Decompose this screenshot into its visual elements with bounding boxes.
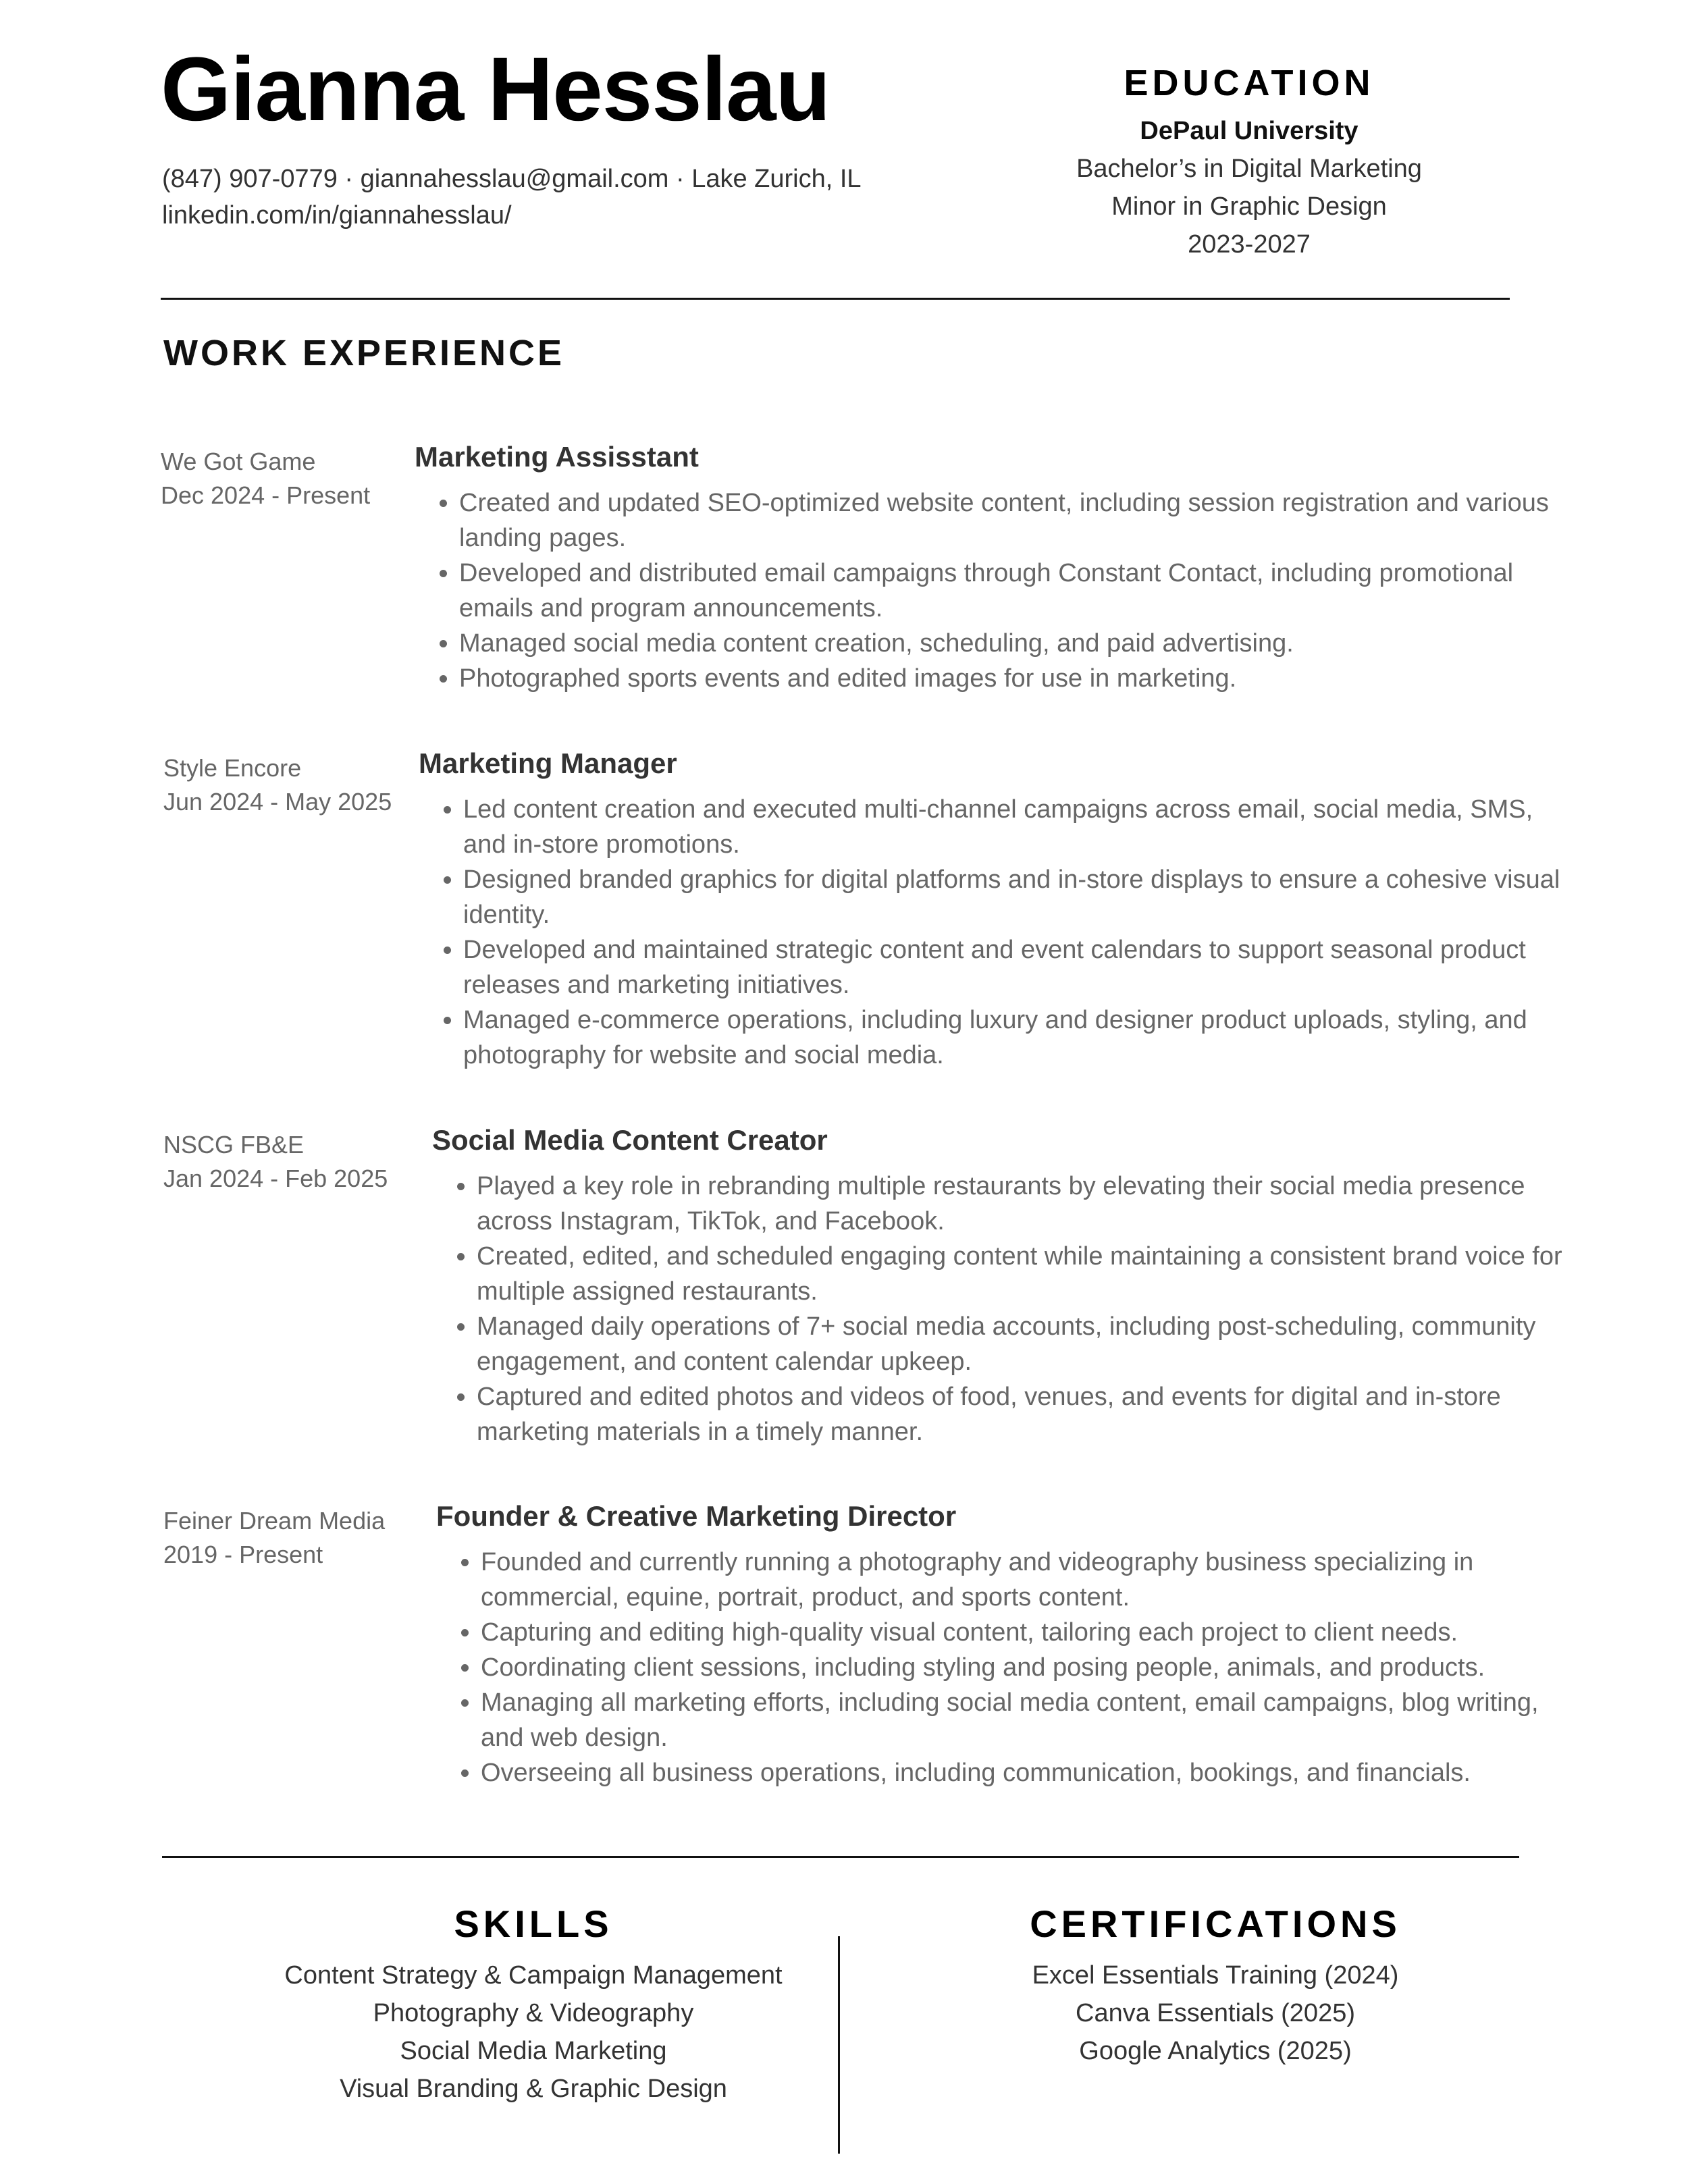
certification-item: Google Analytics (2025)	[1079, 2037, 1352, 2065]
job-bullets	[432, 1169, 1584, 1449]
job-bullet: • Managed social media content creation, scheduling, and paid advertising.	[459, 626, 1573, 661]
work-experience-heading: WORK EXPERIENCE	[163, 333, 565, 373]
contact-info	[162, 161, 862, 234]
contact-line: (847) 907-0779 · giannahesslau@gmail.com · Lake Zurich, IL	[162, 165, 862, 193]
skill-item: Social Media Marketing	[400, 2037, 667, 2065]
job-bullet: • Photographed sports events and edited images for use in marketing.	[459, 661, 1573, 696]
job-bullet: • Created, edited, and scheduled engaging content while maintaining a consistent brand voice for multiple assigned restaurants.	[477, 1239, 1584, 1309]
education-years: 2023-2027	[1188, 230, 1311, 259]
job-bullet: • Developed and distributed email campaigns through Constant Contact, including promotional emails and program announcements.	[459, 556, 1573, 626]
education-minor: Minor in Graphic Design	[1111, 192, 1387, 221]
job-bullet: • Managing all marketing efforts, including social media content, email campaigns, blog writing, and web design.	[481, 1685, 1588, 1755]
job-bullet: • Managed e-commerce operations, including luxury and designer product uploads, styling, and photography for website and social media.	[463, 1003, 1577, 1073]
job-company: We Got Game	[161, 448, 316, 475]
skills-heading: SKILLS	[454, 1902, 613, 1945]
job-title: Marketing Manager	[419, 747, 677, 779]
job-bullets	[419, 792, 1577, 1073]
job-dates: 2019 - Present	[163, 1541, 323, 1568]
skill-item: Content Strategy & Campaign Management	[284, 1961, 783, 1990]
job-dates: Jan 2024 - Feb 2025	[163, 1165, 388, 1192]
certifications-heading: CERTIFICATIONS	[1030, 1902, 1401, 1945]
job-meta	[163, 751, 392, 819]
header-divider	[161, 298, 1510, 300]
column-divider	[838, 1936, 840, 2154]
job-bullet: • Overseeing all business operations, including communication, bookings, and financials.	[481, 1755, 1588, 1790]
job-bullets	[436, 1545, 1588, 1790]
skill-item: Visual Branding & Graphic Design	[340, 2075, 727, 2103]
education-heading: EDUCATION	[1124, 63, 1375, 103]
skill-item: Photography & Videography	[373, 1999, 694, 2027]
job-meta	[161, 445, 370, 512]
job-company: Style Encore	[163, 754, 302, 782]
job-title: Founder & Creative Marketing Director	[436, 1500, 957, 1532]
education-school: DePaul University	[1140, 117, 1359, 145]
certification-item: Canva Essentials (2025)	[1076, 1999, 1355, 2027]
job-dates: Dec 2024 - Present	[161, 481, 371, 509]
education-section	[999, 59, 1499, 263]
job-company: Feiner Dream Media	[163, 1507, 386, 1535]
job-bullet: • Captured and edited photos and videos of food, venues, and events for digital and in-store marketing materials in a timely manner.	[477, 1379, 1584, 1449]
footer-divider	[162, 1856, 1519, 1858]
job-meta	[163, 1128, 388, 1196]
job-bullet: • Managed daily operations of 7+ social media accounts, including post-scheduling, community engagement, and content calendar upkeep.	[477, 1309, 1584, 1379]
job-bullet: • Founded and currently running a photography and videography business specializing in commercial, equine, portrait, product, and sports content.	[481, 1545, 1588, 1615]
skills-section	[203, 1900, 864, 2108]
candidate-name: Gianna Hesslau	[161, 39, 830, 140]
job-bullet: • Coordinating client sessions, including styling and posing people, animals, and products.	[481, 1650, 1588, 1685]
job-bullet: • Developed and maintained strategic content and event calendars to support seasonal product releases and marketing initiatives.	[463, 932, 1577, 1003]
education-degree: Bachelor’s in Digital Marketing	[1076, 155, 1422, 183]
job-bullet: • Capturing and editing high-quality visual content, tailoring each project to client needs.	[481, 1615, 1588, 1650]
job-title: Marketing Assisstant	[415, 441, 699, 473]
certification-item: Excel Essentials Training (2024)	[1032, 1961, 1399, 1990]
job-bullet: • Created and updated SEO-optimized website content, including session registration and various landing pages.	[459, 485, 1573, 556]
job-company: NSCG FB&E	[163, 1131, 305, 1158]
job-dates: Jun 2024 - May 2025	[163, 788, 392, 816]
job-bullet: • Designed branded graphics for digital platforms and in-store displays to ensure a cohesive visual identity.	[463, 862, 1577, 932]
linkedin-url: linkedin.com/in/giannahesslau/	[162, 201, 512, 230]
job-bullets	[415, 485, 1573, 696]
certifications-section	[878, 1900, 1553, 2070]
job-meta	[163, 1504, 385, 1572]
job-title: Social Media Content Creator	[432, 1124, 828, 1156]
job-bullet: • Led content creation and executed multi-channel campaigns across email, social media, SMS, and in-store promotions.	[463, 792, 1577, 862]
job-bullet: • Played a key role in rebranding multiple restaurants by elevating their social media presence across Instagram, TikTok, and Facebook.	[477, 1169, 1584, 1239]
